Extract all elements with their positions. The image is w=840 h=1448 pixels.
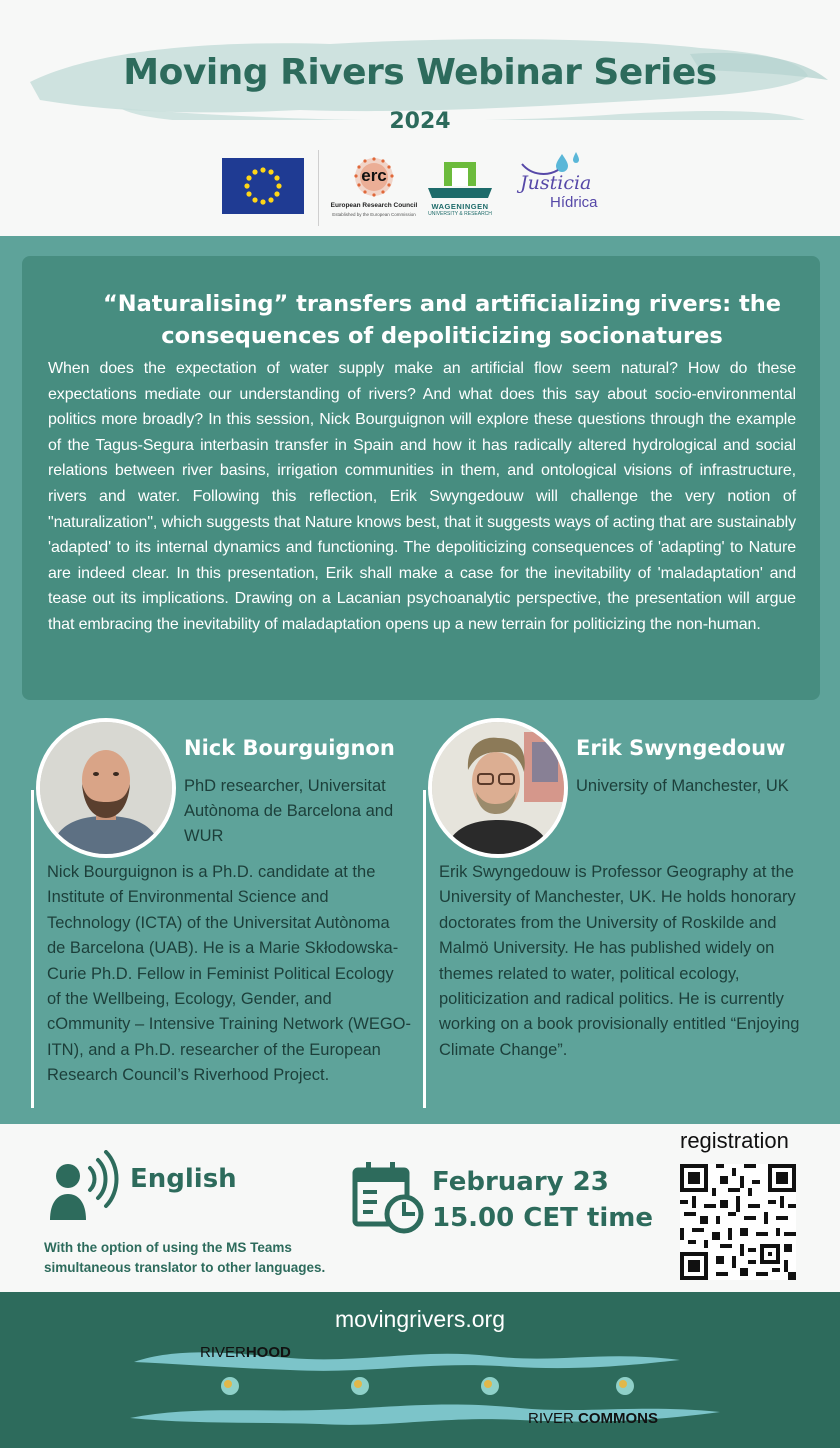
event-info [0,1124,840,1292]
jh-line2: Hídrica [550,194,598,211]
wur-mark-icon [420,158,500,202]
erc-subtitle: Established by the European Commission [332,212,416,217]
riverhood-part1: RIVER [200,1344,246,1361]
erc-logo [318,150,428,226]
registration-label: registration [680,1128,789,1153]
speaker-name: Nick Bourguignon [184,736,395,760]
speaker-divider [423,790,426,1108]
event-datetime [432,1164,653,1236]
speaker-card-nick [28,718,418,1118]
footer [0,1292,840,1448]
rivercommons-label [528,1410,658,1427]
language-note-line1: With the option of using the MS Teams [44,1240,292,1255]
speaker-card-erik [420,718,810,1118]
event-date: February 23 [432,1167,609,1197]
speaker-photo-nick [36,718,176,858]
event-time: 15.00 CET time [432,1203,653,1233]
language-note-line2: simultaneous translator to other languages. [44,1260,326,1275]
calendar-clock-icon [352,1160,424,1234]
wur-subtitle: UNIVERSITY & RESEARCH [428,211,492,217]
erc-mark: erc [361,166,387,185]
eu-stars-icon [222,158,304,214]
speaker-photo-erik [428,718,568,858]
wur-name: WAGENINGEN [431,202,489,211]
rivercommons-part2: COMMONS [578,1410,659,1427]
speaking-person-icon [46,1150,124,1222]
river-globe-icons [221,1377,634,1395]
abstract-box [22,256,820,700]
erc-name: European Research Council [330,202,418,209]
eu-flag-logo [222,158,304,214]
website-link[interactable]: movingrivers.org [335,1306,505,1332]
speaker-bio: Nick Bourguignon is a Ph.D. candidate at the Institute of Environmental Science and Technology (ICTA) of the Universitat Autònoma de Barcelona (UAB). He is a Marie Skłodowska-Curie Ph.D. Fellow in Feminist Political Ecology of the Wellbeing, Ecology, Gender, and cOmmunity – Intensive Training Network (WEGO-ITN), and a Ph.D. researcher of the European Research Council’s Riverhood Project. [47,863,412,1085]
speaker-name: Erik Swyngedouw [576,736,786,760]
speaker-divider [31,790,34,1108]
riverhood-label [200,1344,291,1361]
talk-title: “Naturalising” transfers and artificializing rivers: the consequences of depoliticizing socionatures [102,291,782,349]
wageningen-logo [420,158,500,220]
jh-line1: Justicia [520,172,592,194]
series-title: Moving Rivers Webinar Series [123,52,717,93]
header [0,0,840,236]
riverhood-part2: HOOD [245,1344,291,1361]
speaker-affiliation: PhD researcher, Universitat Autònoma de Barcelona and WUR [184,777,394,845]
speaker-affiliation: University of Manchester, UK [576,777,789,795]
main-section [0,236,840,1124]
registration-qr-code[interactable] [680,1164,796,1280]
language-note [44,1238,325,1278]
rivercommons-part1: RIVER [528,1410,579,1427]
partner-logos [220,150,640,226]
speaker-bio: Erik Swyngedouw is Professor Geography at the University of Manchester, UK. He holds honorary doctorates from the University of Roskilde and Malmö University. He has published widely on themes related to water, political ecology, politicization and radical politics. He is currently working on a book provisionally entitled “Enjoying Climate Change”. [439,863,800,1059]
justicia-hidrica-logo [512,150,622,220]
language: English [130,1164,237,1194]
series-year: 2024 [389,109,451,134]
talk-abstract: When does the expectation of water supply make an artificial flow seem natural? How do these expectations mediate our understanding of rivers? And what does this say about socio-environmental politics more broadly? In this session, Nick Bourguignon will explore these questions through the example of the Tagus-Segura interbasin transfer in Spain and how it has radically altered hydrological and social relations between river basins, irrigation communities in them, and ontological visions of infrastructure, rivers and water. Following this reflection, Erik Swyngedouw will challenge the very notion of "naturalization", which suggests that Nature knows best, that it suggests ways of acting that are sustainably 'adapted' to its internal dynamics and functioning. The depoliticizing consequences of 'adapting' to Nature are indeed clear. In this presentation, Erik shall make a case for the inevitability of 'maladaptation' and tease out its implications. Drawing on a Lacanian psychoanalytic perspective, the presentation will argue that embracing the inevitability of maladaptation opens up a new terrain for politicizing the non-human. [48,360,796,633]
